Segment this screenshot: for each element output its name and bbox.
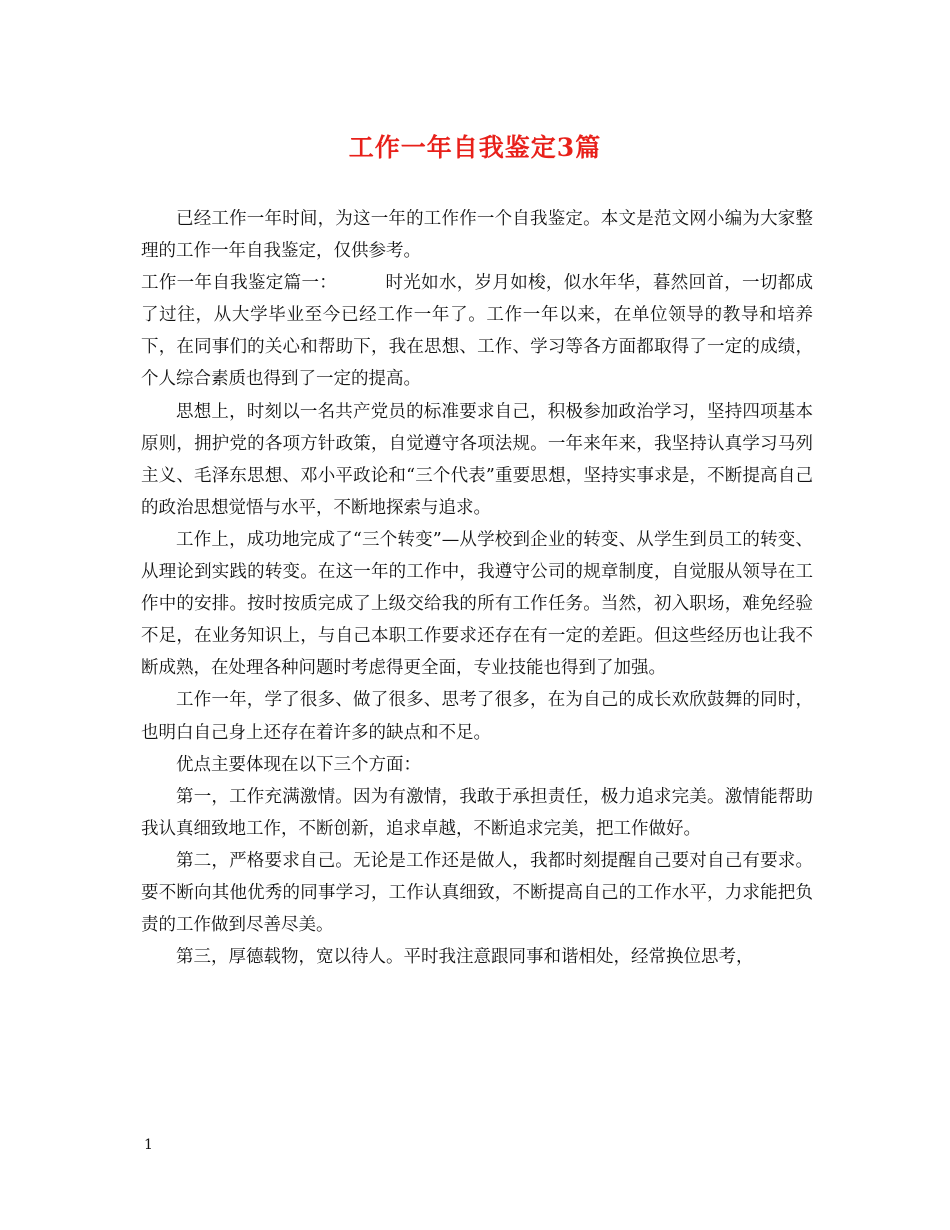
paragraph-strength-two: 第二，严格要求自己。无论是工作还是做人，我都时刻提醒自己要对自己有要求。要不断向其他优秀的同事学习，工作认真细致，不断提高自己的工作水平，力求能把负责的工作做到尽善尽美。 — [141, 850, 813, 936]
page-number: 1 — [144, 1137, 153, 1153]
paragraph-reflection: 工作一年，学了很多、做了很多、思考了很多，在为自己的成长欢欣鼓舞的同时，也明白自己身上还存在着许多的缺点和不足。 — [141, 690, 813, 743]
paragraph-ideology: 思想上，时刻以一名共产党员的标准要求自己，积极参加政治学习，坚持四项基本原则，拥护党的各项方针政策，自觉遵守各项法规。一年来年来，我坚持认真学习马列主义、毛泽东思想、邓小平政论和“三个代表”重要思想，坚持实事求是，不断提高自己的政治思想觉悟与水平，不断地探索与追求。 — [141, 401, 813, 518]
paragraph-intro: 已经工作一年时间，为这一年的工作作一个自我鉴定。本文是范文网小编为大家整理的工作一年自我鉴定，仅供参考。 — [141, 209, 813, 262]
paragraph-strength-three: 第三，厚德载物，宽以待人。平时我注意跟同事和谐相处，经常换位思考， — [176, 947, 754, 968]
paragraph-part-one — [141, 267, 813, 395]
paragraph-strengths-intro: 优点主要体现在以下三个方面： — [176, 754, 421, 775]
paragraph-strength-one: 第一，工作充满激情。因为有激情，我敢于承担责任，极力追求完美。激情能帮助我认真细致地工作，不断创新，追求卓越，不断追求完美，把工作做好。 — [141, 786, 813, 839]
paragraph-part-one-text: 时光如水，岁月如梭，似水年华，暮然回首，一切都成了过往，从大学毕业至今已经工作一年了。工作一年以来，在单位领导的教导和培养下，在同事们的关心和帮助下，我在思想、工作、学习等各方面都取得了一定的成绩，个人综合素质也得到了一定的提高。 — [141, 273, 814, 390]
document-body — [141, 203, 813, 973]
paragraph-work: 工作上，成功地完成了“三个转变”—从学校到企业的转变、从学生到员工的转变、从理论到实践的转变。在这一年的工作中，我遵守公司的规章制度，自觉服从领导在工作中的安排。按时按质完成了上级交给我的所有工作任务。当然，初入职场，难免经验不足，在业务知识上，与自己本职工作要求还存在有一定的差距。但这些经历也让我不断成熟，在处理各种问题时考虑得更全面，专业技能也得到了加强。 — [141, 529, 813, 679]
document-title: 工作一年自我鉴定3篇 — [348, 133, 602, 162]
section-label: 工作一年自我鉴定篇一： — [141, 273, 338, 294]
